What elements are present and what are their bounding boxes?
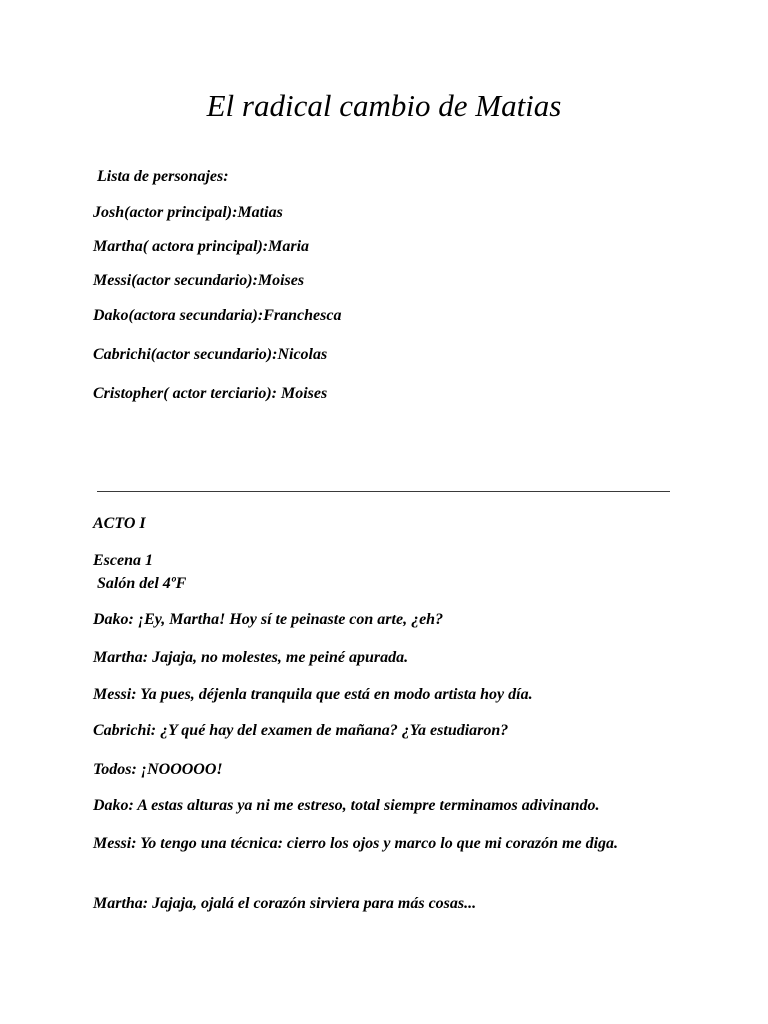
dialogue-line: Cabrichi: ¿Y qué hay del examen de mañana? ¿Ya estudiaron?	[93, 722, 509, 739]
scene-setting: Salón del 4ºF	[97, 575, 187, 592]
section-divider	[97, 491, 670, 492]
cast-heading: Lista de personajes:	[97, 168, 229, 185]
act-heading: ACTO I	[93, 515, 146, 532]
cast-item: Dako(actora secundaria):Franchesca	[93, 307, 342, 324]
cast-item: Cabrichi(actor secundario):Nicolas	[93, 346, 328, 363]
cast-item: Messi(actor secundario):Moises	[93, 272, 305, 289]
dialogue-line: Martha: Jajaja, ojalá el corazón sirviera para más cosas...	[93, 895, 477, 912]
scene-heading: Escena 1	[93, 552, 153, 569]
dialogue-line: Todos: ¡NOOOOO!	[93, 761, 223, 778]
dialogue-line: Dako: A estas alturas ya ni me estreso, total siempre terminamos adivinando.	[93, 797, 600, 814]
dialogue-line: Messi: Ya pues, déjenla tranquila que está en modo artista hoy día.	[93, 686, 533, 703]
dialogue-line: Martha: Jajaja, no molestes, me peiné apurada.	[93, 649, 409, 666]
dialogue-line: Messi: Yo tengo una técnica: cierro los ojos y marco lo que mi corazón me diga.	[93, 835, 619, 852]
cast-item: Josh(actor principal):Matias	[93, 204, 283, 221]
document-title: El radical cambio de Matias	[206, 88, 562, 123]
dialogue-line: Dako: ¡Ey, Martha! Hoy sí te peinaste con arte, ¿eh?	[93, 611, 444, 628]
cast-item: Cristopher( actor terciario): Moises	[93, 385, 328, 402]
cast-item: Martha( actora principal):Maria	[93, 238, 310, 255]
